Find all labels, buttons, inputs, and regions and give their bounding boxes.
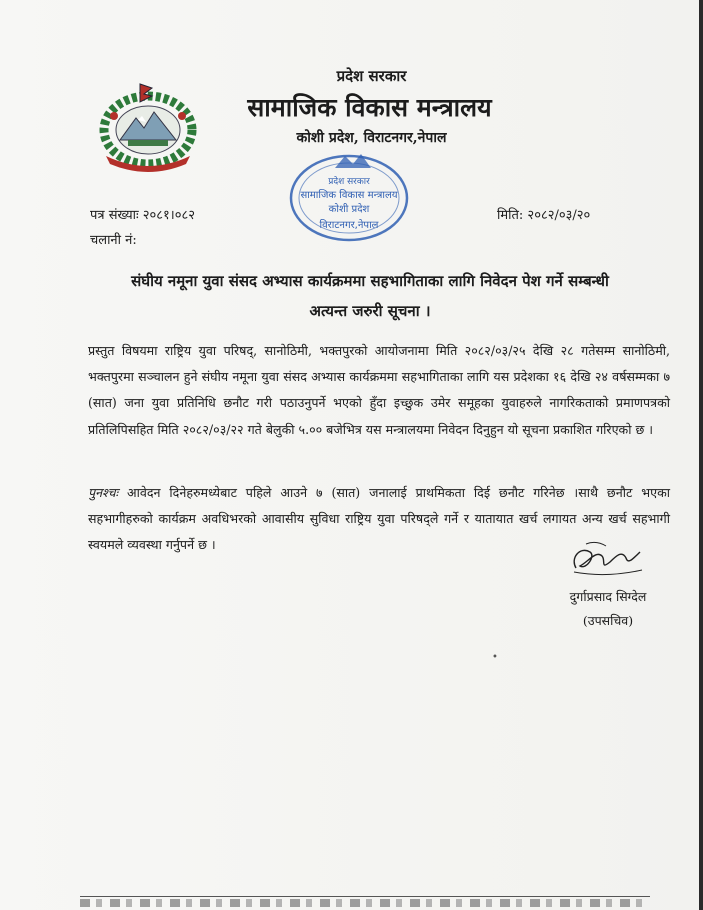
letter-date: मिति: २०८२/०३/२० <box>497 208 591 223</box>
postscript-label: पुनश्चः <box>88 485 119 500</box>
body-paragraph-1: प्रस्तुत विषयमा राष्ट्रिय युवा परिषद्, सानोठिमी, भक्तपुरको आयोजनामा मिति २०८२/०३/२५ देखि २८ गतेसम्म सानोठिमी, भक्तपुरमा सञ्चालन हुने संघीय नमूना युवा संसद अभ्यास कार्यक्रममा सहभागिताका लागि यस प्रदेशका १६ देखि २४ वर्षसम्मका ७ (सात) जना युवा प्रतिनिधि छनौट गरी पठाउनुपर्ने भएको हुँदा इच्छुक उमेर समूहका युवाहरुले नागरिकताको प्रमाणपत्रको प्रतिलिपिसहित मिति २०८२/०३/२२ गते बेलुकी ५.०० बजेभित्र यस मन्त्रालयमा निवेदन दिनुहुन यो सूचना प्रकाशित गरिएको छ । <box>88 343 670 437</box>
stamp-line-4: विराटनगर,नेपाल <box>319 220 379 231</box>
office-stamp <box>283 148 415 246</box>
letter-number: पत्र संख्याः २०८१।०८२ <box>90 208 195 223</box>
handwritten-signature <box>566 540 646 580</box>
signatory-title: (उपसचिव) <box>582 613 634 628</box>
stamp-line-3: कोशी प्रदेश <box>328 204 370 215</box>
dispatch-number: चलानी नं: <box>90 233 137 248</box>
stamp-line-2: सामाजिक विकास मन्त्रालय <box>300 190 398 201</box>
government-heading: प्रदेश सरकार <box>336 67 407 85</box>
subject-line-2: अत्यन्त जरुरी सूचना । <box>309 302 431 320</box>
address-heading: कोशी प्रदेश, विराटनगर,नेपाल <box>296 130 447 146</box>
scan-speck: • <box>492 652 498 663</box>
footer-cutoff-text <box>80 899 650 907</box>
signatory-name: दुर्गाप्रसाद सिग्देल <box>569 589 647 604</box>
stamp-line-1: प्रदेश सरकार <box>328 177 370 187</box>
ministry-heading: सामाजिक विकास मन्त्रालय <box>247 93 492 122</box>
postscript-text: आवेदन दिनेहरुमध्येबाट पहिले आउने ७ (सात) जनालाई प्राथमिकता दिई छनौट गरिनेछ ।साथै छनौट भएका सहभागीहरुको कार्यक्रम अवधिभरको आवासीय सुविधा राष्ट्रिय युवा परिषद्ले गर्ने र यातायात खर्च लगायत अन्य खर्च सहभागी स्वयमले व्यवस्था गर्नुपर्ने छ । <box>88 485 670 553</box>
footer-divider <box>80 896 650 897</box>
subject-line-1: संघीय नमूना युवा संसद अभ्यास कार्यक्रममा सहभागिताका लागि निवेदन पेश गर्ने सम्बन्धी <box>131 272 609 290</box>
